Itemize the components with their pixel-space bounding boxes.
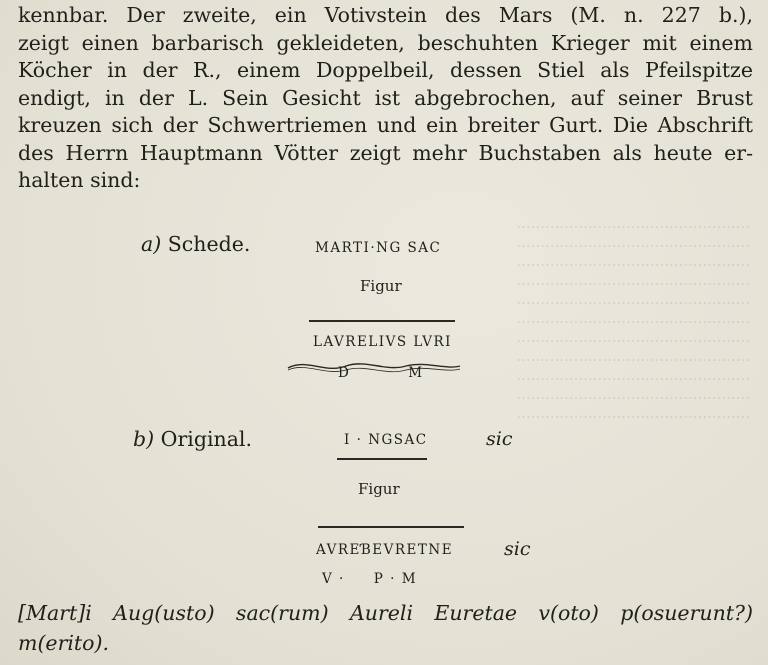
section-a-title: Schede. — [167, 232, 251, 256]
reading-text — [18, 598, 753, 658]
paragraph-line: kreuzen sich der Schwertriemen und ein breiter Gurt. Die Abschrift — [18, 113, 753, 137]
section-a-inscription-line-3: D M — [338, 365, 424, 381]
section-b-short-rule — [337, 458, 427, 460]
section-b-label — [133, 427, 252, 451]
reading-line: [Mart]i Aug(usto) sac(rum) Aureli Euretae v(oto) p(osuerunt?) — [18, 601, 753, 625]
section-b-figur: Figur — [358, 480, 400, 498]
section-a-label — [141, 232, 250, 256]
section-a-marker: a) — [141, 232, 162, 256]
section-a-figur: Figur — [360, 277, 402, 295]
paragraph-line: des Herrn Hauptmann Vötter zeigt mehr Buchstaben als heute er- — [18, 140, 753, 165]
section-a-inscription-line-1: MARTI·NG SAC — [315, 240, 442, 256]
section-b-marker: b) — [133, 427, 155, 451]
section-a-inscription-line-2: LAVRELIVS LVRI — [313, 334, 453, 350]
body-paragraph — [18, 2, 753, 195]
section-b-inscription-line-2: AVREƁEVRETNE — [316, 542, 454, 558]
paragraph-line: endigt, in der L. Sein Gesicht ist abgebrochen, auf seiner Brust — [18, 85, 753, 110]
paragraph-line: halten sind: — [18, 168, 141, 192]
section-b-sic-2: sic — [504, 538, 531, 560]
section-b-rule — [318, 526, 464, 528]
paragraph-line: Köcher in der R., einem Doppelbeil, dessen Stiel als Pfeilspitze — [18, 58, 753, 82]
paragraph-line: zeigt einen barbarisch gekleideten, beschuhten Krieger mit einem — [18, 30, 753, 55]
section-b-inscription-line-1: I · NGSAC — [344, 432, 428, 448]
reading-line: m(erito). — [18, 631, 110, 655]
section-a-rule — [309, 320, 455, 322]
section-b-inscription-line-3: V · P · M — [322, 571, 418, 587]
section-b-sic-1: sic — [486, 428, 513, 450]
paragraph-line: kennbar. Der zweite, ein Votivstein des Mars (M. n. 227 b.), — [18, 3, 753, 27]
section-b-title: Original. — [160, 427, 252, 451]
